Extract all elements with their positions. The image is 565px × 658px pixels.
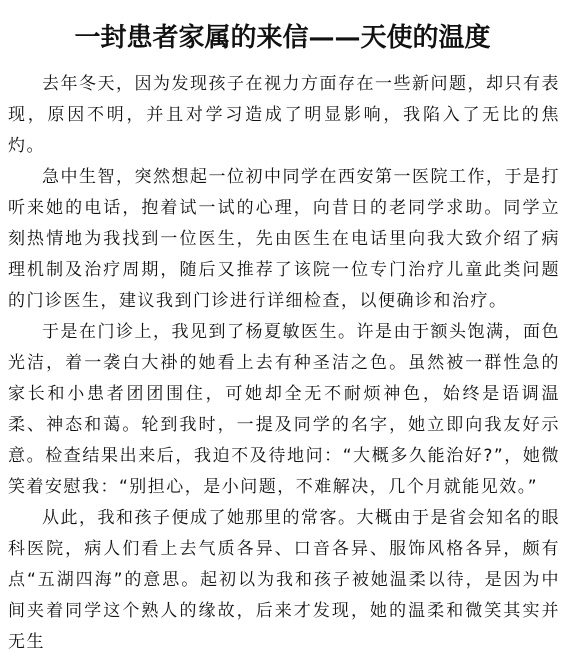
paragraph-1: 去年冬天，因为发现孩子在视力方面存在一些新问题，却只有表现，原因不明，并且对学习造成了明显影响，我陷入了无比的焦灼。 <box>8 74 560 156</box>
paragraph-4: 从此，我和孩子便成了她那里的常客。大概由于是省会知名的眼科医院，病人们看上去气质各异、口音各异、服饰风格各异，颇有点“五湖四海”的意思。起初以为我和孩子被她温柔以待，是因为中间夹着同学这个熟人的缘故，后来才发现，她的温柔和微笑其实并无生 <box>8 508 560 652</box>
document-title: 一封患者家属的来信——天使的温度 <box>74 23 491 53</box>
paragraph-3: 于是在门诊上，我见到了杨夏敏医生。许是由于额头饱满，面色光洁，着一袭白大褂的她看上去有种圣洁之色。虽然被一群性急的家长和小患者团团围住，可她却全无不耐烦神色，始终是语调温柔、神态和蔼。轮到我时，一提及同学的名字，她立即向我友好示意。检查结果出来后，我迫不及待地问：“大概多久能治好?”，她微笑着安慰我：“别担心，是小问题，不难解决，几个月就能见效。” <box>8 322 560 497</box>
paragraph-2: 急中生智，突然想起一位初中同学在西安第一医院工作，于是打听来她的电话，抱着试一试的心理，向昔日的老同学求助。同学立刻热情地为我找到一位医生，先由医生在电话里向我大致介绍了病理机制及治疗周期，随后又推荐了该院一位专门治疗儿童此类问题的门诊医生，建议我到门诊进行详细检查，以便确诊和治疗。 <box>8 167 560 311</box>
document-body <box>8 69 560 658</box>
